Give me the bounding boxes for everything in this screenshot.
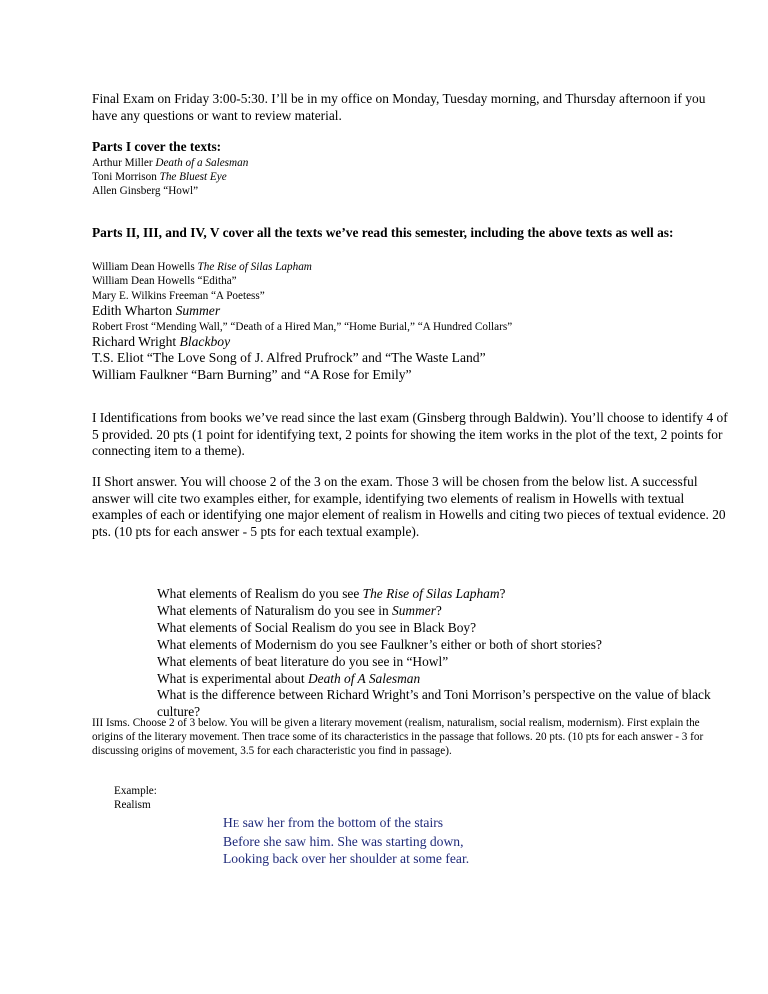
part2-item: William Faulkner “Barn Burning” and “A Rose for Emily” [92,366,412,382]
part1-item: Toni Morrison The Bluest Eye [92,171,227,184]
question-item: What is the difference between Richard Wright’s and Toni Morrison’s perspective on the value of black culture? [157,687,711,720]
part2-item: Robert Frost “Mending Wall,” “Death of a Hired Man,” “Home Burial,” “A Hundred Collars” [92,320,513,333]
part2-heading: Parts II, III, and IV, V cover all the texts we’ve read this semester, including the above texts as well as: [92,225,674,240]
section1-paragraph: I Identifications from books we’ve read since the last exam (Ginsberg through Baldwin). You’ll choose to identify 4 of 5 provided. 20 pts (1 point for identifying text, 2 points for showing the item works in the plot of the text, 2 points for connecting item to a theme). [92,410,728,458]
poem-line: Before she saw him. She was starting down, [223,834,464,850]
example-label: Example: [114,785,157,797]
question-list [157,586,737,721]
question-item: What elements of Naturalism do you see in Summer? [157,602,442,618]
example-label-block [114,784,157,812]
part2-item: Richard Wright Blackboy [92,334,231,350]
intro-paragraph: Final Exam on Friday 3:00-5:30. I’ll be in my office on Monday, Tuesday morning, and Thursday afternoon if you have any questions or want to review material. [92,91,706,123]
part2-text-list [92,260,732,383]
question-item: What elements of beat literature do you see in “Howl” [157,653,449,669]
part1-text-list [92,156,732,199]
part2-item: William Dean Howells “Editha” [92,275,237,288]
example-movement: Realism [114,799,151,812]
part2-item: Mary E. Wilkins Freeman “A Poetess” [92,289,265,302]
part2-item: William Dean Howells The Rise of Silas Lapham [92,261,312,273]
section3-paragraph: III Isms. Choose 2 of 3 below. You will be given a literary movement (realism, naturalism, social realism, modernism). First explain the origins of the literary movement. Then trace some of its characteristics in the passage that follows. 20 pts. (10 pts for each answer - 3 for discussing origins of movement, 3.5 for each characteristic you find in passage). [92,717,704,758]
question-item: What is experimental about Death of A Salesman [157,670,421,686]
part1-item: Arthur Miller Death of a Salesman [92,157,249,169]
part1-heading: Parts I cover the texts: [92,139,222,154]
question-item: What elements of Modernism do you see Faulkner’s either or both of short stories? [157,636,602,652]
poem-line: HE saw her from the bottom of the stairs [223,815,444,830]
part2-item: Edith Wharton Summer [92,303,221,319]
section2-paragraph: II Short answer. You will choose 2 of the 3 on the exam. Those 3 will be chosen from the below list. A successful answer will cite two examples either, for example, identifying two elements of realism in Howells with textual examples of each or identifying one major element of realism in Howells and citing two pieces of textual evidence. 20 pts. (10 pts for each answer - 5 pts for each textual example). [92,474,726,539]
question-item: What elements of Social Realism do you see in Black Boy? [157,619,477,635]
poem-excerpt [223,814,683,868]
question-item: What elements of Realism do you see The Rise of Silas Lapham? [157,586,506,601]
part2-item: T.S. Eliot “The Love Song of J. Alfred Prufrock” and “The Waste Land” [92,350,486,366]
part1-item: Allen Ginsberg “Howl” [92,185,199,198]
poem-line: Looking back over her shoulder at some fear. [223,851,470,867]
